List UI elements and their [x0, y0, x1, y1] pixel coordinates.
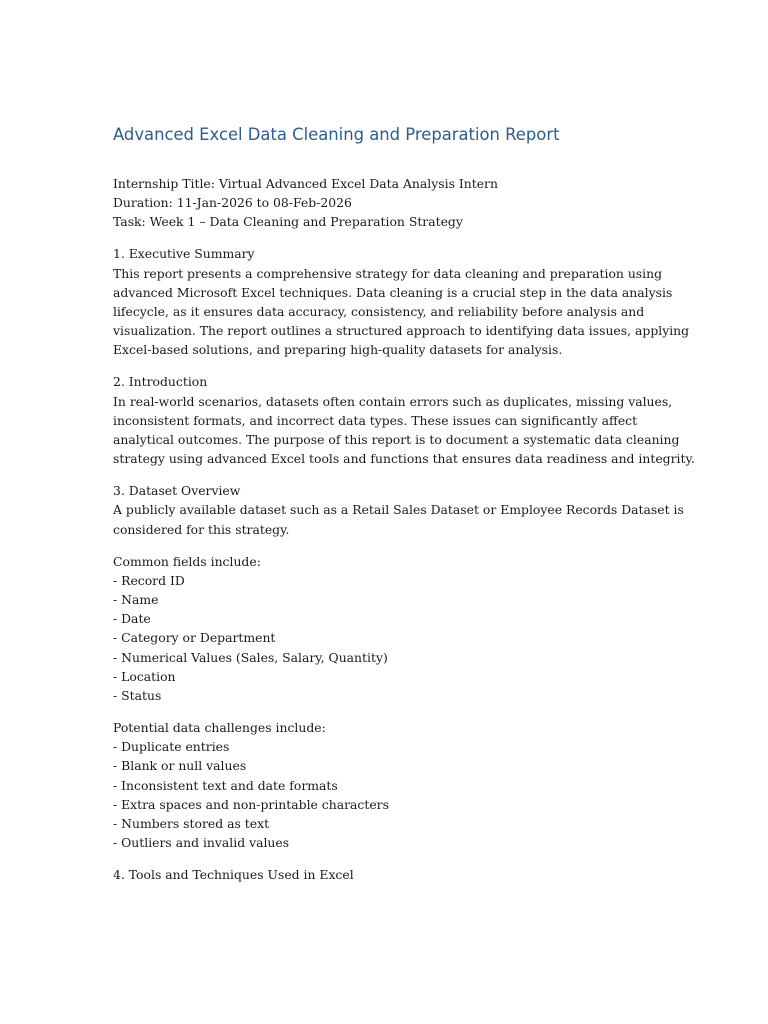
introduction-line: strategy using advanced Excel tools and functions that ensures data readiness and integrity. [113, 451, 695, 467]
internship-title-line: Internship Title: Virtual Advanced Excel Data Analysis Intern [113, 176, 498, 191]
introduction-line: In real-world scenarios, datasets often contain errors such as duplicates, missing values, [113, 393, 673, 409]
common-fields-intro: Common fields include: [113, 553, 261, 569]
executive-summary-line: lifecycle, as it ensures data accuracy, consistency, and reliability before analysis and [113, 304, 645, 320]
list-item: - Category or Department [113, 630, 276, 646]
task-line: Task: Week 1 – Data Cleaning and Preparation Strategy [113, 214, 463, 230]
list-item: - Record ID [113, 572, 185, 588]
executive-summary-line: advanced Microsoft Excel techniques. Data cleaning is a crucial step in the data analysis [113, 284, 673, 300]
dataset-overview-line: considered for this strategy. [113, 521, 290, 537]
tools-heading: 4. Tools and Techniques Used in Excel [113, 867, 354, 883]
list-item: - Name [113, 592, 159, 608]
list-item: - Numbers stored as text [113, 816, 270, 832]
dataset-overview-line: A publicly available dataset such as a Retail Sales Dataset or Employee Records Dataset is [113, 502, 684, 518]
duration-line: Duration: 11-Jan-2026 to 08-Feb-2026 [113, 195, 352, 211]
executive-summary-line: This report presents a comprehensive strategy for data cleaning and preparation using [113, 265, 663, 281]
introduction-section [113, 372, 695, 468]
list-item: - Blank or null values [113, 758, 247, 774]
introduction-line: inconsistent formats, and incorrect data types. These issues can significantly affect [113, 412, 638, 428]
common-fields-list [113, 552, 661, 706]
challenges-intro: Potential data challenges include: [113, 720, 326, 736]
introduction-line: analytical outcomes. The purpose of this report is to document a systematic data cleaning [113, 432, 680, 448]
list-item: - Extra spaces and non-printable characters [113, 796, 389, 812]
executive-summary-section [113, 244, 690, 359]
document-title: Advanced Excel Data Cleaning and Preparation Report [113, 125, 560, 144]
list-item: - Location [113, 668, 176, 684]
dataset-overview-heading: 3. Dataset Overview [113, 483, 241, 499]
dataset-overview-section [113, 481, 684, 539]
list-item: - Numerical Values (Sales, Salary, Quantity) [113, 649, 388, 665]
executive-summary-heading: 1. Executive Summary [113, 246, 255, 262]
document-body [113, 123, 695, 897]
executive-summary-line: Excel-based solutions, and preparing high-quality datasets for analysis. [113, 342, 563, 358]
tools-section [113, 865, 661, 884]
introduction-heading: 2. Introduction [113, 374, 208, 390]
list-item: - Inconsistent text and date formats [113, 777, 338, 793]
challenges-list [113, 718, 661, 852]
internship-meta [113, 174, 661, 232]
executive-summary-line: visualization. The report outlines a structured approach to identifying data issues, applying [113, 323, 690, 339]
list-item: - Status [113, 688, 162, 704]
list-item: - Outliers and invalid values [113, 835, 290, 851]
list-item: - Date [113, 611, 151, 627]
list-item: - Duplicate entries [113, 739, 230, 755]
